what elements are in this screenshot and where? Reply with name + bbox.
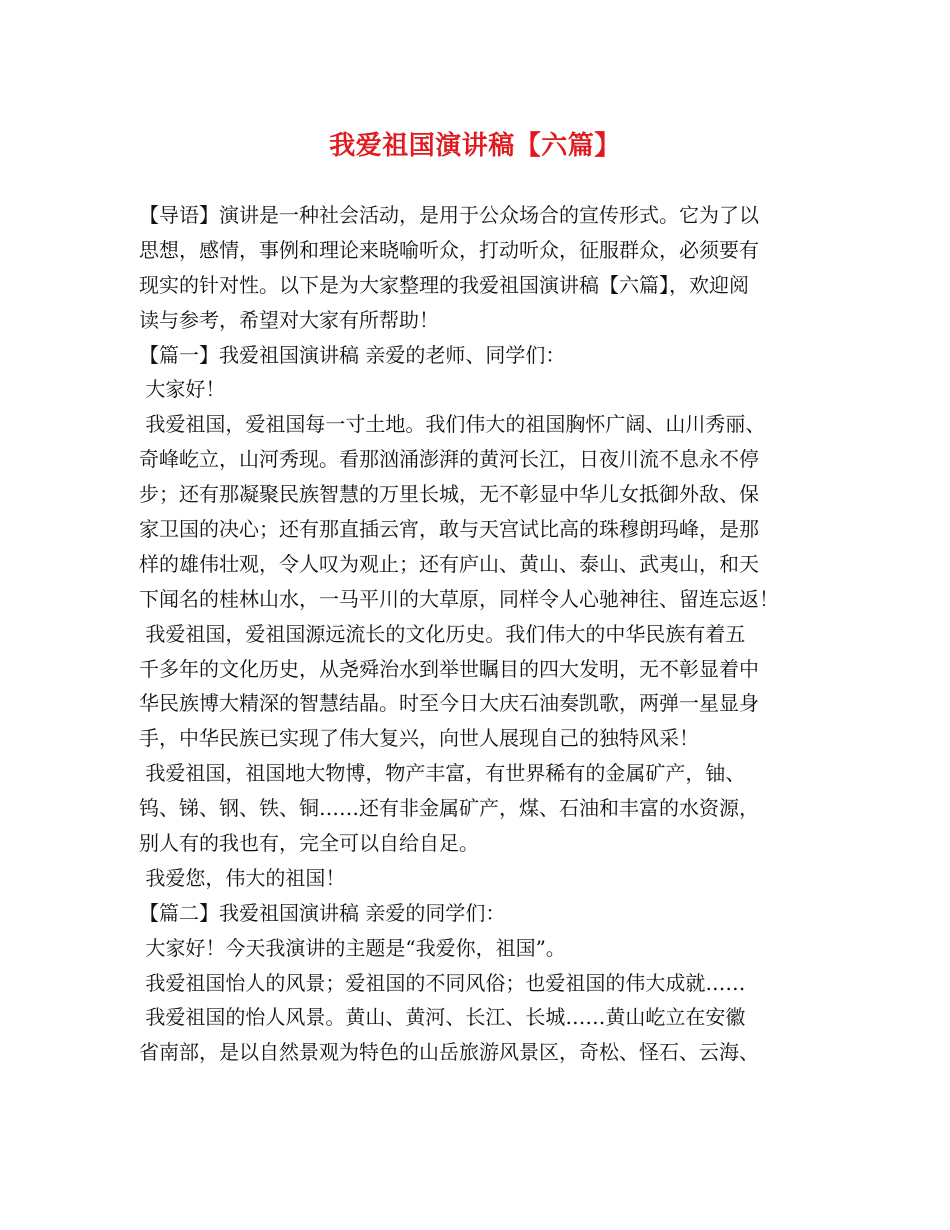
paragraph-line: 【篇二】我爱祖国演讲稿 亲爱的同学们： (139, 900, 506, 925)
paragraph-line: 【导语】演讲是一种社会活动，是用于公众场合的宣传形式。它为了以 (139, 203, 759, 227)
paragraph-line: 大家好！今天我演讲的主题是“我爱你，祖国”。 (139, 935, 566, 960)
paragraph-line: 华民族博大精深的智慧结晶。时至今日大庆石油奏凯歌，两弹一星显身 (139, 691, 759, 716)
paragraph-line: 下闻名的桂林山水，一马平川的大草原，同样令人心驰神往、留连忘返！ (139, 586, 779, 611)
paragraph-line: 读与参考，希望对大家有所帮助！ (139, 307, 439, 332)
paragraph-line: 思想，感情，事例和理论来晓喻听众，打动听众，征服群众，必须要有 (139, 237, 759, 262)
paragraph-line: 样的雄伟壮观，令人叹为观止；还有庐山、黄山、泰山、武夷山，和天 (139, 551, 759, 576)
paragraph-line: 我爱祖国，祖国地大物博，物产丰富，有世界稀有的金属矿产，铀、 (139, 761, 746, 786)
paragraph-line: 【篇一】我爱祖国演讲稿 亲爱的老师、同学们： (139, 342, 566, 367)
paragraph-line: 钨、锑、钢、铁、铜……还有非金属矿产，煤、石油和丰富的水资源， (139, 796, 759, 821)
paragraph-line: 省南部，是以自然景观为特色的山岳旅游风景区，奇松、怪石、云海、 (139, 1040, 759, 1065)
document-body (139, 198, 829, 1070)
paragraph-line: 我爱您，伟大的祖国！ (139, 865, 346, 890)
document-title: 我爱祖国演讲稿【六篇】 (329, 131, 621, 161)
paragraph-line: 我爱祖国，爱祖国源远流长的文化历史。我们伟大的中华民族有着五 (139, 621, 746, 646)
paragraph-line: 手，中华民族已实现了伟大复兴，向世人展现自己的独特风采！ (139, 726, 699, 751)
paragraph-line: 家卫国的决心；还有那直插云宵，敢与天宫试比高的珠穆朗玛峰，是那 (139, 517, 759, 542)
paragraph-line: 奇峰屹立，山河秀现。看那汹涌澎湃的黄河长江，日夜川流不息永不停 (139, 447, 759, 472)
paragraph-line: 我爱祖国的怡人风景。黄山、黄河、长江、长城……黄山屹立在安徽 (139, 1005, 746, 1030)
paragraph-line: 步；还有那凝聚民族智慧的万里长城，无不彰显中华儿女抵御外敌、保 (139, 482, 759, 507)
paragraph-line: 别人有的我也有，完全可以自给自足。 (139, 831, 479, 856)
paragraph-line: 我爱祖国，爱祖国每一寸土地。我们伟大的祖国胸怀广阔、山川秀丽、 (139, 412, 766, 437)
paragraph-line: 大家好！ (139, 377, 226, 402)
paragraph-line: 千多年的文化历史，从尧舜治水到举世瞩目的四大发明，无不彰显着中 (139, 656, 759, 681)
paragraph-line: 我爱祖国怡人的风景；爱祖国的不同风俗；也爱祖国的伟大成就…… (139, 970, 746, 995)
paragraph-line: 现实的针对性。以下是为大家整理的我爱祖国演讲稿【六篇】，欢迎阅 (139, 272, 749, 297)
